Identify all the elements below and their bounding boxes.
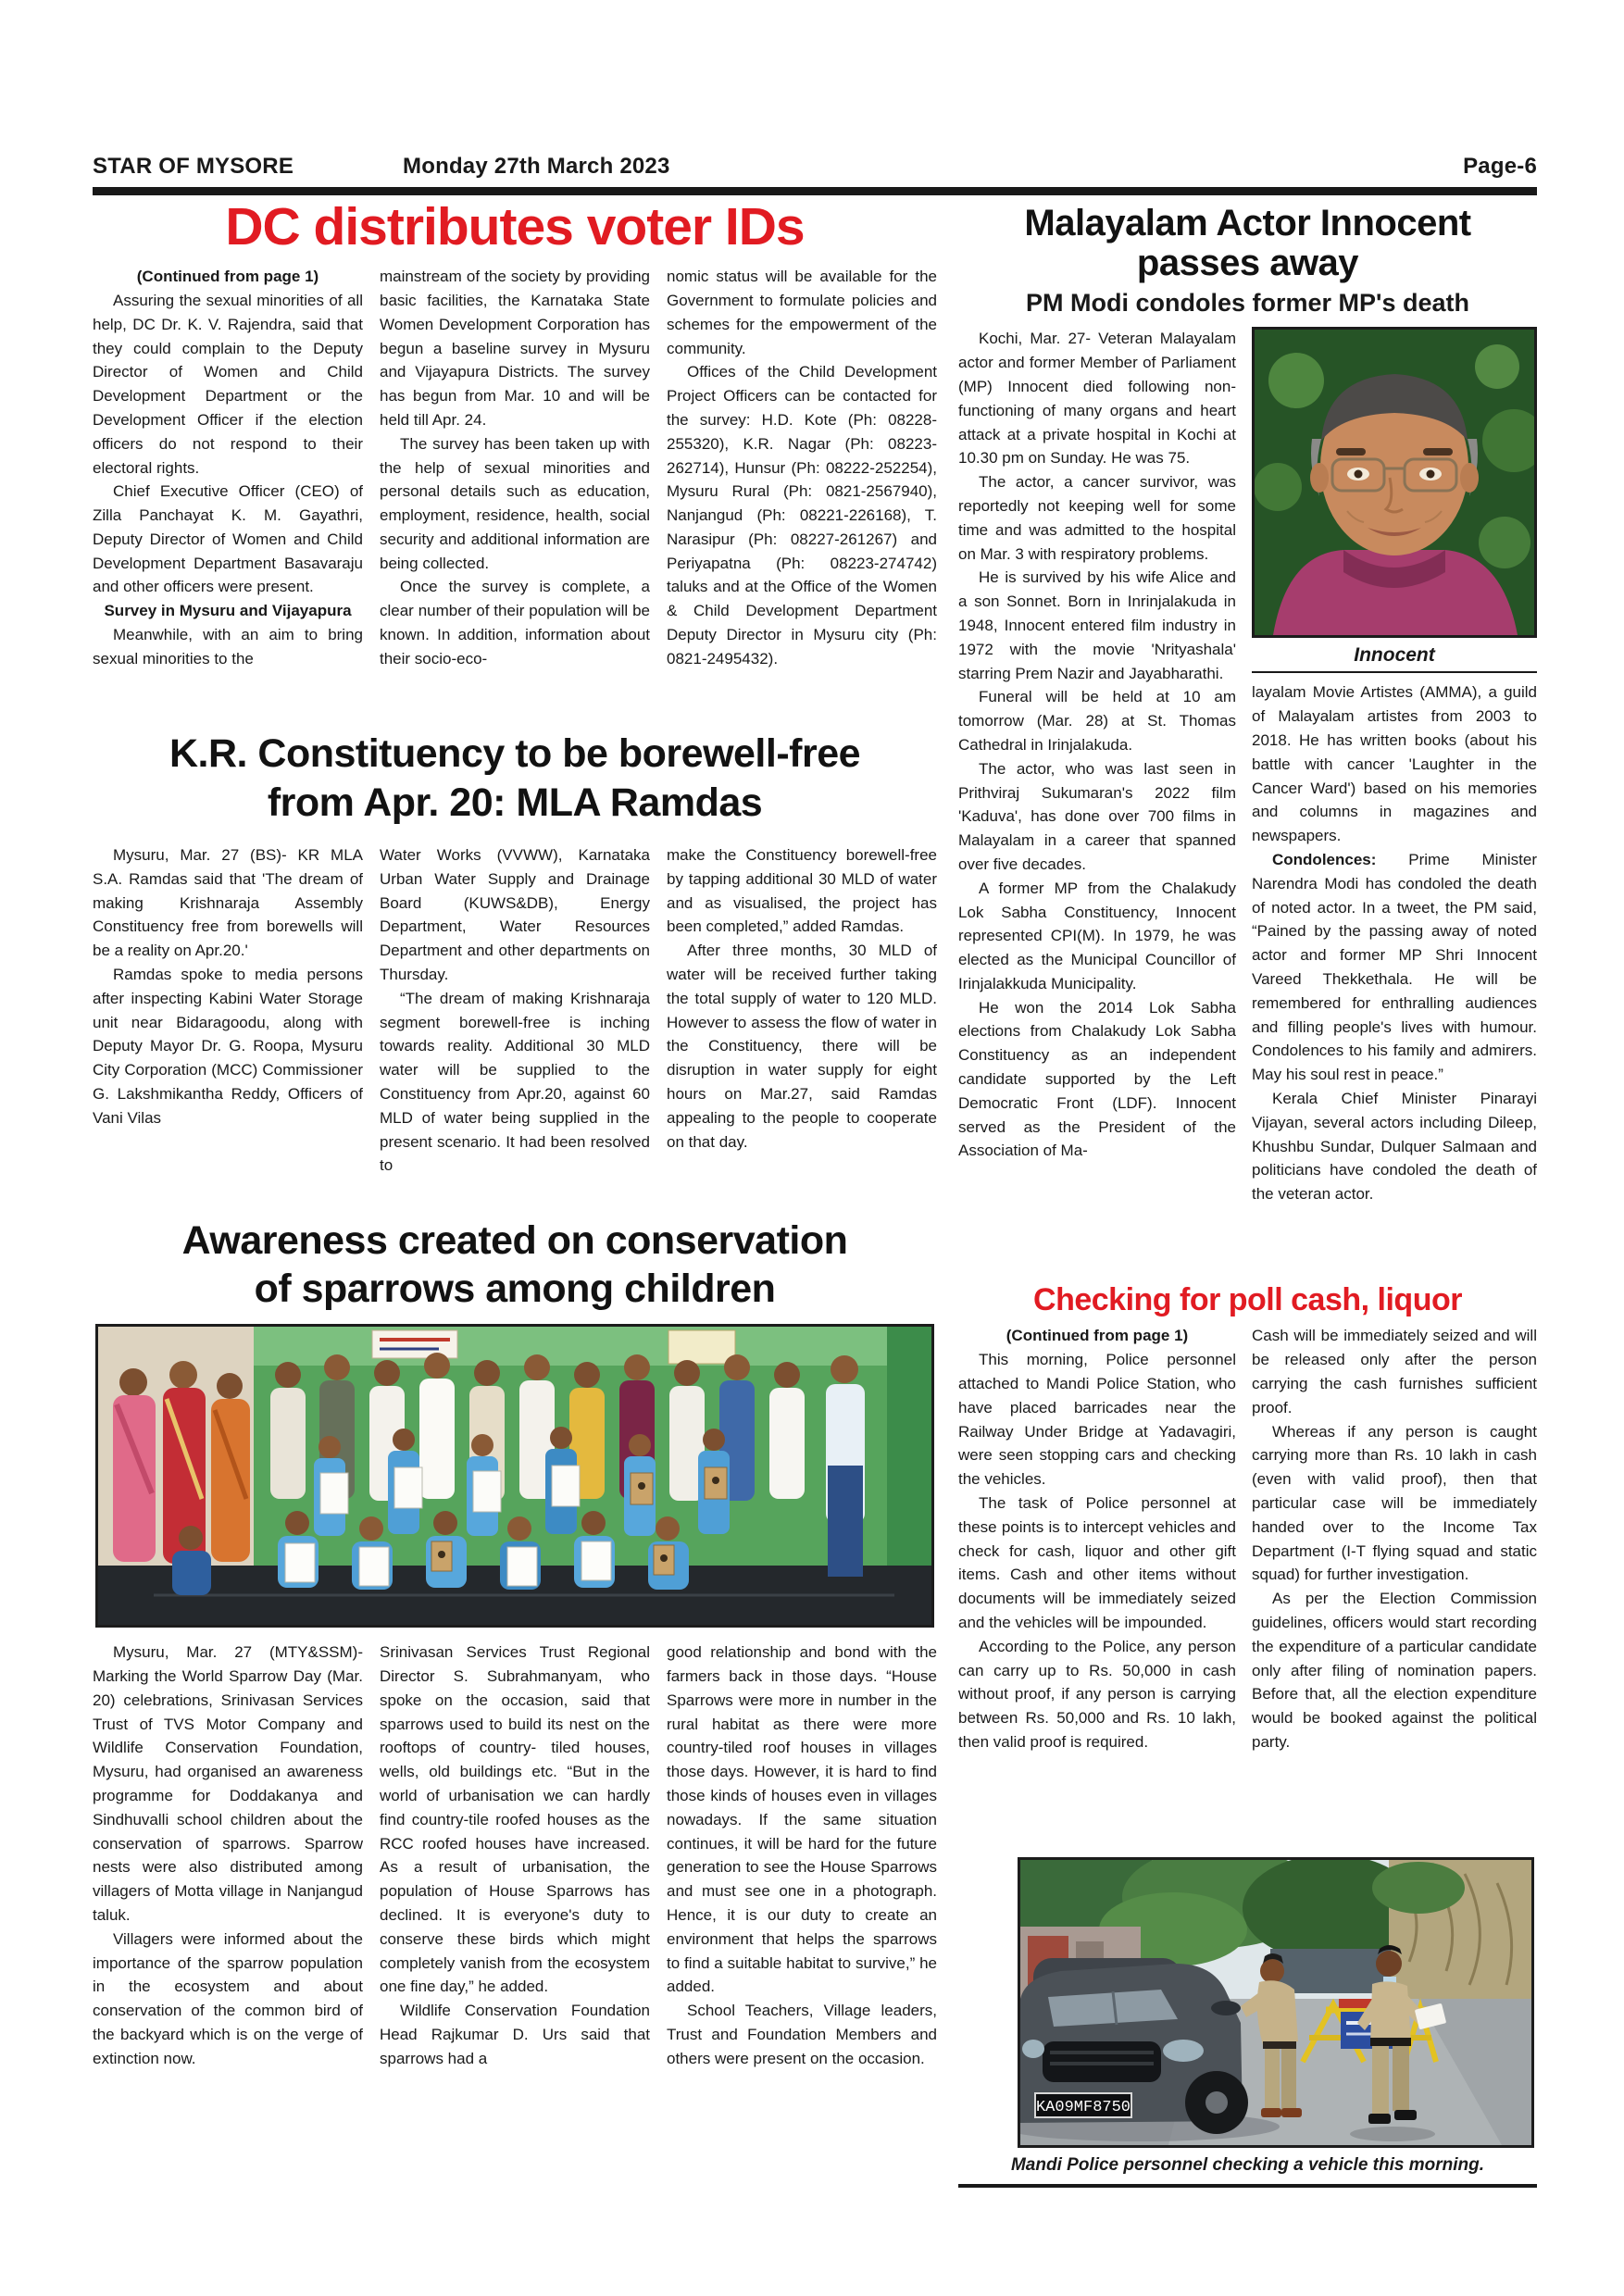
headline-sparrows-line1: Awareness created on conservation xyxy=(181,1218,848,1264)
paragraph: Water Works (VVWW), Karnataka Urban Water Supply and Drainage Board (KUWS&DB), Energy Department, Water Resources Department and other departments on Thursday. xyxy=(380,846,650,984)
right-column-region xyxy=(958,204,1537,2188)
headline-malayalam-line2: passes away xyxy=(1136,243,1359,284)
paragraph: He won the 2014 Lok Sabha elections from Chalakudy Lok Sabha Constituency as an independent candidate supported by the Left Democratic Front (LDF). Innocent served as the President of the Association of Ma- xyxy=(958,998,1236,1160)
sparrow-awareness-photo xyxy=(95,1324,934,1628)
paragraph: He is survived by his wife Alice and a son Sonnet. Born in Inrinjalakuda in 1948, Innocent entered film industry in 1972 with the movie 'Nrityashala' starring Prem Nazir and Jayabharathi. xyxy=(958,568,1236,682)
paragraph: Villagers were informed about the importance of the sparrow population in the ecosystem and about conservation of the common bird of the backyard which is on the verge of extinction now. xyxy=(93,1929,363,2067)
paragraph: The actor, who was last seen in Prithviraj Sukumaran's 2022 film 'Kaduva', has done over 700 films in Malayalam in a career that spanned over five decades. xyxy=(958,759,1236,873)
paragraph: Funeral will be held at 10 am tomorrow (Mar. 28) at St. Thomas Cathedral in Irinjalakuda. xyxy=(958,688,1236,754)
paragraph: As per the Election Commission guidelines, officers would start recording the expenditure of a particular candidate only after filing of nomination papers. Before that, all the election expenditure would be booked against the political party. xyxy=(1252,1590,1537,1751)
borewell-column-1 xyxy=(93,843,363,1204)
police-checking-photo xyxy=(1018,1857,1534,2148)
paragraph: Assuring the sexual minorities of all help, DC Dr. K. V. Rajendra, said that they could complain to the Deputy Director of Women and Child Development Department or the Development Officer if the election officers do not respond to their electoral rights. xyxy=(93,291,363,477)
innocent-photo xyxy=(1252,327,1537,638)
headline-borewell xyxy=(93,730,937,827)
paragraph: According to the Police, any person can carry up to Rs. 50,000 in cash without proof, if any person is carrying between Rs. 50,000 and Rs. 10 lakh, then valid proof is required. xyxy=(958,1637,1236,1751)
poll-cash-body xyxy=(958,1324,1537,1848)
subhead-pm-modi: PM Modi condoles former MP's death xyxy=(1026,289,1469,318)
sparrows-body xyxy=(93,1641,937,2172)
headline-borewell-line1: K.R. Constituency to be borewell-free xyxy=(169,731,861,777)
paragraph: A former MP from the Chalakudy Lok Sabha Constituency, Innocent represented CPI(M). In 1979, he was elected as the Municipal Councillor of Irinjalakkuda Municipality. xyxy=(958,879,1236,992)
malayalam-body xyxy=(958,327,1537,1273)
paragraph: This morning, Police personnel attached to Mandi Police Station, who have placed barricades near the Railway Under Bridge at Yadavagiri, were seen stopping cars and checking the vehicles. xyxy=(958,1351,1236,1489)
innocent-photo-caption: Innocent xyxy=(1252,642,1537,673)
voter-ids-column-2 xyxy=(380,265,650,715)
headline-malayalam-line1: Malayalam Actor Innocent xyxy=(1024,203,1471,243)
poll-cash-column-2 xyxy=(1252,1324,1537,1848)
headline-malayalam-actor xyxy=(958,204,1537,283)
police-photo-illustration xyxy=(1020,1860,1531,2145)
paragraph: Once the survey is complete, a clear number of their population will be known. In addition, information about their socio-eco- xyxy=(380,578,650,668)
paragraph: good relationship and bond with the farmers back in those days. “House Sparrows were more in number in the rural habitat as there were more country-tiled roof houses in villages those days. However, it is hard to find those kinds of houses even in villages nowadays. If the same situation continues, it will be hard for the future generation to see the House Sparrows and must see one in a photograph. Hence, it is our duty to create an environment that helps the sparrows to find a suitable habitat to survive,” he added. xyxy=(667,1643,937,1996)
paragraph: Ramdas spoke to media persons after inspecting Kabini Water Storage unit near Bidaragoodu, along with Deputy Mayor Dr. G. Roopa, Mysuru City Corporation (MCC) Commissioner G. Lakshmikantha Reddy, Officers of Vani Vilas xyxy=(93,966,363,1127)
headline-poll-cash: Checking for poll cash, liquor xyxy=(1033,1282,1462,1318)
paragraph: Meanwhile, with an aim to bring sexual minorities to the xyxy=(93,626,363,668)
sparrow-photo-illustration xyxy=(98,1327,931,1625)
paragraph: “The dream of making Krishnaraja segment borewell-free is inching towards reality. Additional 30 MLD water will be supplied to the Constituency from Apr.20, against 60 MLD of water being supplied in the present scenario. It had been resolved to xyxy=(380,989,650,1175)
masthead-rule xyxy=(93,187,1537,195)
borewell-column-2 xyxy=(380,843,650,1204)
paragraph: The actor, a cancer survivor, was reportedly not keeping well for some time and was admitted to the hospital on Mar. 3 with respiratory problems. xyxy=(958,473,1236,563)
sparrows-column-1 xyxy=(93,1641,363,2172)
left-column-region xyxy=(93,197,937,2172)
paragraph: Chief Executive Officer (CEO) of Zilla Panchayat K. M. Gayathri, Deputy Director of Women and Child Development Department Basavaraju and other officers were present. xyxy=(93,482,363,596)
sparrows-column-3 xyxy=(667,1641,937,2172)
paragraph: Wildlife Conservation Foundation Head Rajkumar D. Urs said that sparrows had a xyxy=(380,2002,650,2067)
headline-voter-ids: DC distributes voter IDs xyxy=(225,197,805,256)
voter-ids-column-1 xyxy=(93,265,363,715)
page-number: Page-6 xyxy=(1463,154,1537,179)
paragraph: The task of Police personnel at these points is to intercept vehicles and check for cash, liquor and other gift items. Cash and other items without documents will be immediately seized and the vehicles will be impounded. xyxy=(958,1493,1236,1631)
paragraph: Offices of the Child Development Project Officers can be contacted for the survey: H.D. Kote (Ph: 08228-255320), K.R. Nagar (Ph: 08223-262714), Hunsur (Ph: 08222-252254), Mysuru Rural (Ph: 0821-2567940), Nanjangud (Ph: 08221-226168), T. Narasipur (Ph: 08227-261267) and Periyapatna (Ph: 08223-274742) taluks and at the Office of the Women & Child Development Department Deputy Director in Mysuru city (Ph: 0821-2495432). xyxy=(667,363,937,668)
paragraph: Mysuru, Mar. 27 (MTY&SSM)- Marking the World Sparrow Day (Mar. 20) celebrations, Srinivasan Services Trust of TVS Motor Company and Wildlife Conservation Foundation, Mysuru, had organised an awareness programme for Doddakanya and Sindhuvalli school children about the conservation of sparrows. Sparrow nests were also distributed among villagers of Motta village in Nanjangud taluk. xyxy=(93,1643,363,1924)
borewell-column-3 xyxy=(667,843,937,1204)
paragraph: layalam Movie Artistes (AMMA), a guild of Malayalam artistes from 2003 to 2018. He has written books (about his battle with cancer 'Laughter in the Cancer Ward') based on his memories and columns in magazines and newspapers. xyxy=(1252,683,1537,845)
malayalam-column-2-text xyxy=(1252,680,1537,1206)
headline-sparrows xyxy=(93,1217,937,1313)
paragraph: mainstream of the society by providing basic facilities, the Karnataka State Women Development Corporation has begun a baseline survey in Mysuru and Vijayapura Districts. The survey has begun from Mar. 10 and will be held till Apr. 24. xyxy=(380,268,650,429)
paragraph: Condolences: Prime Minister Narendra Modi has condoled the death of noted actor. In a tweet, the PM said, “Pained by the passing away of noted actor and former MP Shri Innocent Vareed Thekkethala. He will be remembered for enthralling audiences and filling people's lives with humour. Condolences to his family and admirers. May his soul rest in peace.” xyxy=(1252,850,1537,1084)
paragraph: Whereas if any person is caught carrying more than Rs. 10 lakh in cash (even with valid proof), then that particular case will be immediately handed over to the Income Tax Department (I-T flying squad and static squad) for further investigation. xyxy=(1252,1422,1537,1584)
headline-borewell-line2: from Apr. 20: MLA Ramdas xyxy=(267,780,763,825)
license-plate: KA09MF8750 xyxy=(1035,2099,1131,2117)
paragraph: Survey in Mysuru and Vijayapura xyxy=(104,602,352,620)
paragraph: The survey has been taken up with the help of sexual minorities and personal details such as education, employment, residence, health, social security and additional information are being collected. xyxy=(380,434,650,572)
malayalam-column-2 xyxy=(1252,327,1537,1273)
paragraph: School Teachers, Village leaders, Trust and Foundation Members and others were present on the occasion. xyxy=(667,2002,937,2067)
voter-ids-column-3 xyxy=(667,265,937,715)
paragraph: (Continued from page 1) xyxy=(1006,1327,1189,1345)
paragraph: Cash will be immediately seized and will be released only after the person carrying the cash furnishes sufficient proof. xyxy=(1252,1327,1537,1416)
headline-sparrows-line2: of sparrows among children xyxy=(254,1266,776,1311)
malayalam-column-1 xyxy=(958,327,1236,1273)
sparrows-column-2 xyxy=(380,1641,650,2172)
paragraph: (Continued from page 1) xyxy=(136,268,319,286)
borewell-body xyxy=(93,843,937,1204)
paragraph: Kochi, Mar. 27- Veteran Malayalam actor and former Member of Parliament (MP) Innocent died following non-functioning of many organs and heart attack at a private hospital in Kochi at 10.30 pm on Sunday. He was 75. xyxy=(958,330,1236,468)
paragraph: After three months, 30 MLD of water will be received further taking the total supply of water to 120 MLD. However to assess the flow of water in the Constituency, there will be disruption in water supply for eight hours on Mar.27, said Ramdas appealing to the people to cooperate on that day. xyxy=(667,942,937,1151)
paragraph: make the Constituency borewell-free by tapping additional 30 MLD of water and as visualised, the project has been completed,” added Ramdas. xyxy=(667,846,937,936)
paragraph: Kerala Chief Minister Pinarayi Vijayan, several actors including Dileep, Khushbu Sundar, Dulquer Salmaan and politicians have condoled the death of the veteran actor. xyxy=(1252,1089,1537,1204)
issue-date: Monday 27th March 2023 xyxy=(403,154,670,179)
paragraph: Mysuru, Mar. 27 (BS)- KR MLA S.A. Ramdas said that 'The dream of making Krishnaraja Assembly Constituency free from borewells will be a reality on Apr.20.' xyxy=(93,846,363,960)
paragraph: Srinivasan Services Trust Regional Director S. Subrahmanyam, who spoke on the occasion, said that sparrows used to build its nest on the rooftops of country- tiled houses, wells, old buildings etc. “But in the world of urbanisation we can hardly find country-tile roofed houses as the RCC roofed houses have increased. As a result of urbanisation, the population of House Sparrows has declined. It is everyone's duty to conserve these birds which might completely vanish from the ecosystem one fine day,” he added. xyxy=(380,1643,650,1996)
poll-cash-column-1 xyxy=(958,1324,1236,1848)
paragraph: nomic status will be available for the Government to formulate policies and schemes for the empowerment of the community. xyxy=(667,268,937,357)
paper-name: STAR OF MYSORE xyxy=(93,154,294,179)
innocent-portrait-illustration xyxy=(1255,330,1534,635)
police-photo-caption: Mandi Police personnel checking a vehicle this morning. xyxy=(958,2148,1537,2188)
masthead xyxy=(93,154,1537,180)
voter-ids-body xyxy=(93,265,937,715)
